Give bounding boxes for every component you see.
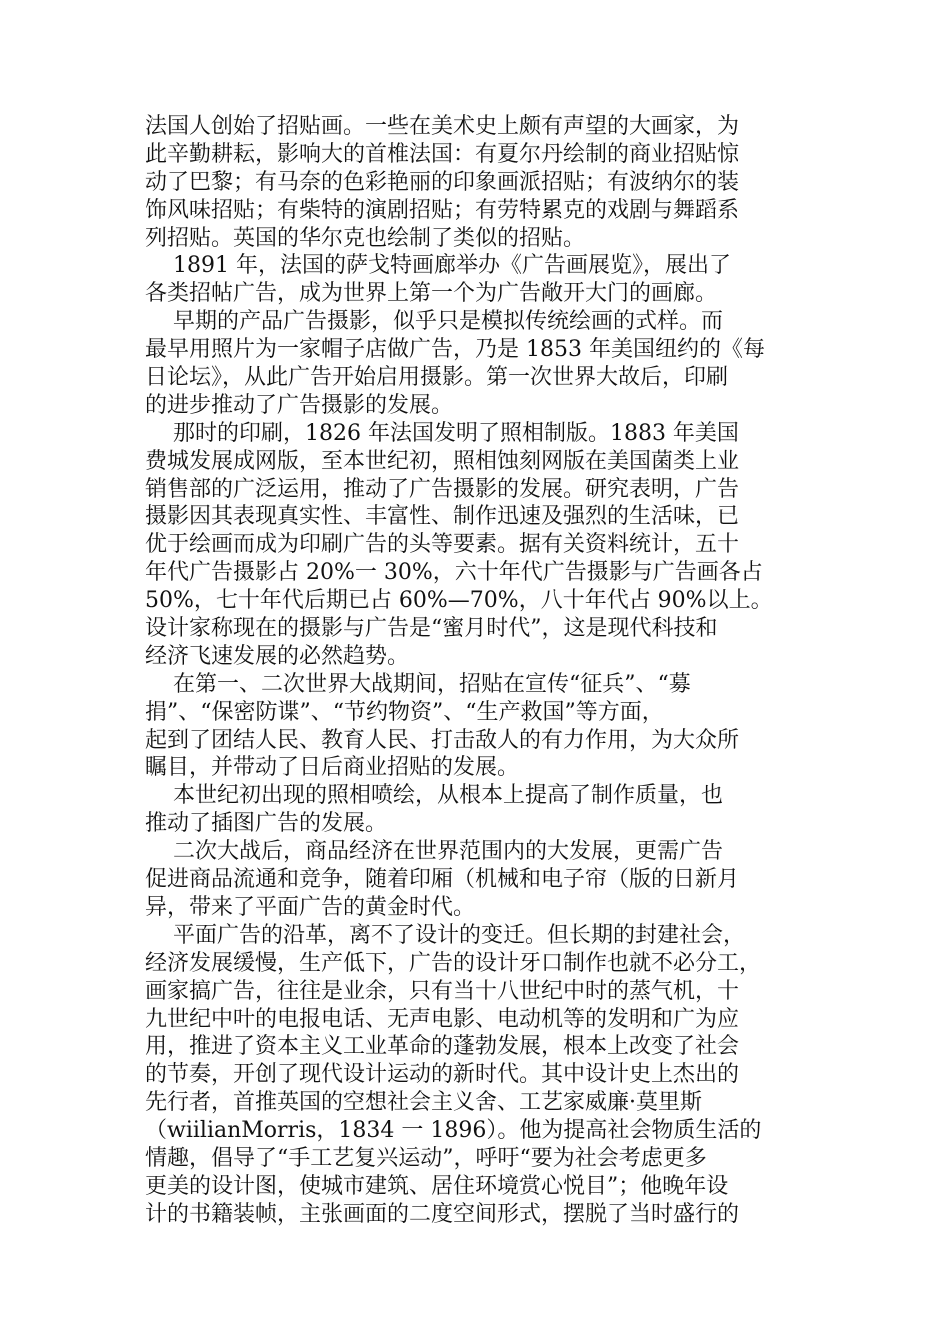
text-line: 各类招帖广告，成为世界上第一个为广告敞开大门的画廊。 xyxy=(145,281,718,307)
text-line: 画家搞广告，往往是业余，只有当十八世纪中时的蒸气机，十 xyxy=(145,978,740,1004)
text-line: 动了巴黎；有马奈的色彩艳丽的印象画派招贴；有波纳尔的装 xyxy=(145,169,740,195)
text-line: 年代广告摄影占 20%一 30%，六十年代广告摄影与广告画各占 xyxy=(145,560,763,586)
text-line: 本世纪初出现的照相喷绘，从根本上提高了制作质量，也 xyxy=(145,783,723,809)
text-line: 此辛勤耕耘，影响大的首椎法国：有夏尔丹绘制的商业招贴惊 xyxy=(145,141,740,167)
text-line: 二次大战后，商品经济在世界范围内的大发展，更需广告 xyxy=(145,839,723,865)
text-line: 费城发展成网版，至本世纪初，照相蚀刻网版在美国菌类上业 xyxy=(145,448,740,474)
text-line: 那时的印刷，1826 年法国发明了照相制版。1883 年美国 xyxy=(145,420,739,446)
text-line: 1891 年，法国的萨戈特画廊举办《广告画展览》，展出了 xyxy=(145,253,731,279)
text-line: 50%，七十年代后期已占 60%—70%，八十年代占 90%以上。 xyxy=(145,588,773,614)
text-line: 法国人创始了招贴画。一些在美术史上颇有声望的大画家，为 xyxy=(145,114,740,139)
text-line: 优于绘画而成为印刷广告的头等要素。据有关资料统计，五十 xyxy=(145,532,740,558)
text-line: （wiilianMorris，1834 一 1896）。他为提高社会物质生活的 xyxy=(145,1118,762,1144)
text-line: 最早用照片为一家帽子店做广告，乃是 1853 年美国纽约的《每 xyxy=(145,337,765,363)
text-line: 摄影因其表现真实性、丰富性、制作迅速及强烈的生活味，已 xyxy=(145,504,740,530)
text-line: 早期的产品广告摄影，似乎只是模拟传统绘画的式样。而 xyxy=(145,309,723,335)
text-line: 情趣，倡导了“手工艺复兴运动”，呼吁“要为社会考虑更多 xyxy=(145,1145,707,1171)
text-line: 平面广告的沿革，离不了设计的变迁。但长期的封建社会， xyxy=(145,922,745,948)
text-line: 的节奏，开创了现代设计运动的新时代。其中设计史上杰出的 xyxy=(145,1062,740,1088)
text-line: 列招贴。英国的华尔克也绘制了类似的招贴。 xyxy=(145,225,586,251)
text-line: 经济发展缓慢，生产低下，广告的设计牙口制作也就不必分工， xyxy=(145,950,762,976)
text-line: 先行者，首推英国的空想社会主义舍、工艺家威廉·莫里斯 xyxy=(145,1090,702,1116)
text-line: 起到了团结人民、教育人民、打击敌人的有力作用，为大众所 xyxy=(145,727,740,753)
text-line: 计的书籍装帧，主张画面的二度空间形式，摆脱了当时盛行的 xyxy=(145,1201,740,1227)
text-line: 捐”、“保密防谍”、“节约物资”、“生产救国”等方面， xyxy=(145,699,664,725)
text-line: 瞩目，并带动了日后商业招贴的发展。 xyxy=(145,755,520,781)
text-line: 异，带来了平面广告的黄金时代。 xyxy=(145,894,476,920)
text-line: 销售部的广泛运用，推动了广告摄影的发展。研究表明，广告 xyxy=(145,476,740,502)
text-line: 日论坛》，从此广告开始启用摄影。第一次世界大故后，印刷 xyxy=(145,365,729,391)
text-line: 九世纪中叶的电报电话、无声电影、电动机等的发明和广为应 xyxy=(145,1006,740,1032)
text-line: 促进商品流通和竞争，随着印厢（机械和电子帘（版的日新月 xyxy=(145,867,740,893)
document-body xyxy=(145,113,820,1229)
text-line: 的进步推动了广告摄影的发展。 xyxy=(145,392,454,418)
text-line: 推动了插图广告的发展。 xyxy=(145,811,388,837)
text-line: 在第一、二次世界大战期间，招贴在宣传“征兵”、“募 xyxy=(145,671,691,697)
text-line: 用，推进了资本主义工业革命的蓬勃发展，根本上改变了社会 xyxy=(145,1034,740,1060)
text-line: 经济飞速发展的必然趋势。 xyxy=(145,643,410,669)
text-line: 饰风味招贴；有柴特的演剧招贴；有劳特累克的戏剧与舞蹈系 xyxy=(145,197,740,223)
text-line: 设计家称现在的摄影与广告是“蜜月时代”，这是现代科技和 xyxy=(145,616,718,642)
text-line: 更美的设计图，使城市建筑、居住环境赏心悦目”；他晚年设 xyxy=(145,1173,729,1199)
